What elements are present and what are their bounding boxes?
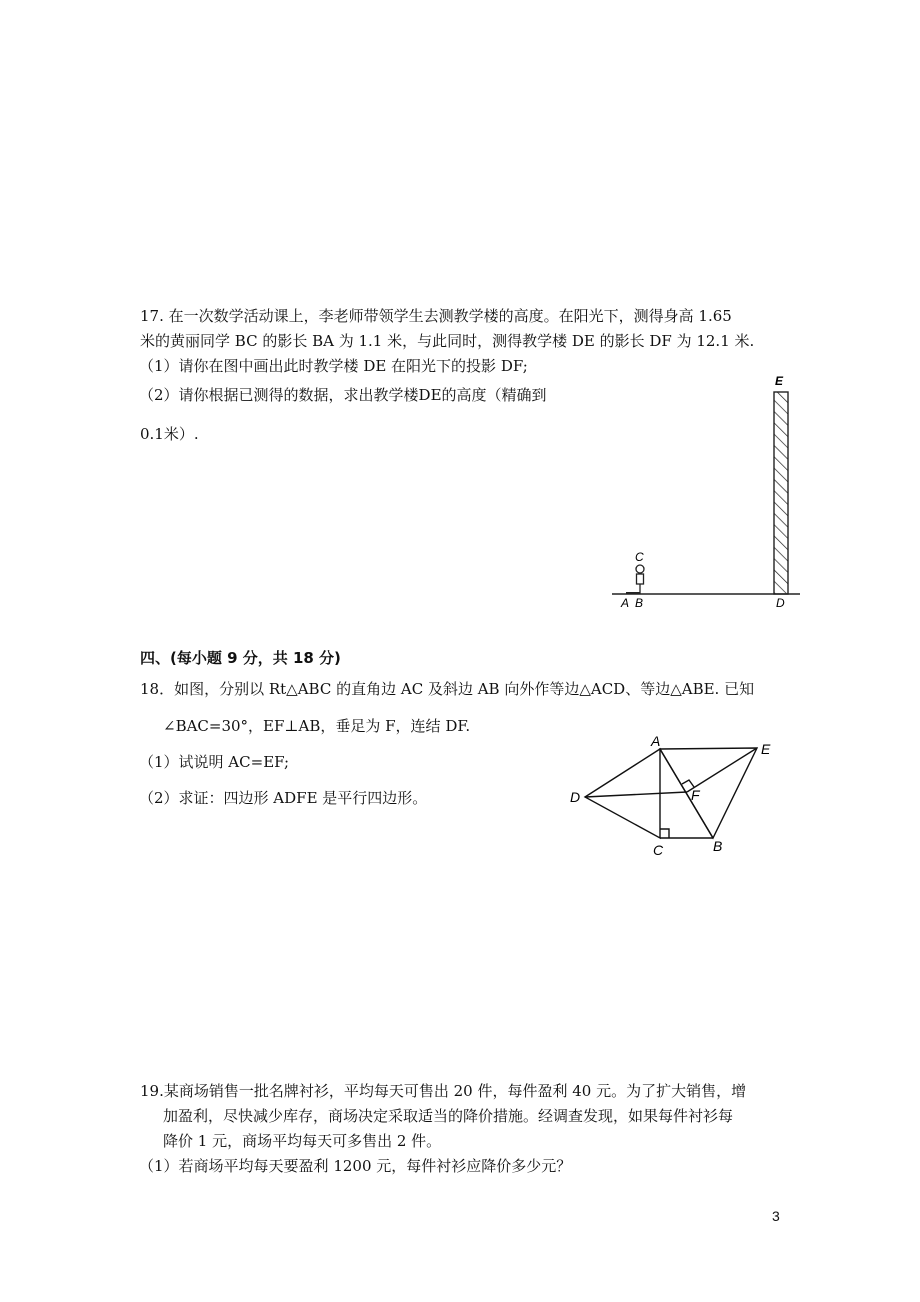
q17-part1: （1）请你在图中画出此时教学楼 DE 在阳光下的投影 DF; [139, 357, 528, 375]
page-number: 3 [772, 1208, 780, 1224]
q17-part2-cont: 0.1米）. [140, 425, 199, 443]
q18-label-c: C [653, 842, 664, 858]
q19-line3: 降价 1 元，商场平均每天可多售出 2 件。 [163, 1132, 442, 1150]
q19-line2: 加盈利，尽快减少库存，商场决定采取适当的降价措施。经调查发现，如果每件衬衫每 [163, 1107, 734, 1125]
q18-label-d: D [570, 789, 581, 805]
segment-df [585, 792, 687, 797]
q18-label-f: F [691, 787, 700, 803]
q17-line1: 17. 在一次数学活动课上，李老师带领学生去测教学楼的高度。在阳光下，测得身高 1.65 [140, 307, 732, 325]
q17-label-c: C [635, 550, 644, 564]
q18-label-e: E [761, 741, 771, 757]
q17-label-d: D [776, 596, 785, 610]
q18-part1: （1）试说明 AC=EF; [139, 753, 290, 771]
section4-heading: 四、(每小题 9 分，共 18 分) [140, 649, 341, 667]
q18-part2: （2）求证：四边形 ADFE 是平行四边形。 [139, 789, 428, 807]
q17-line2: 米的黄丽同学 BC 的影长 BA 为 1.1 米，与此同时，测得教学楼 DE 的影长 DF 为 12.1 米. [140, 332, 755, 350]
q19-part1: （1）若商场平均每天要盈利 1200 元，每件衬衫应降价多少元？ [139, 1157, 572, 1175]
q18-label-b: B [713, 838, 723, 854]
right-angle-c [660, 829, 669, 838]
q17-label-e: E [775, 374, 784, 388]
q18-line2: ∠BAC=30°，EF⊥AB，垂足为 F，连结 DF. [163, 717, 471, 735]
right-angle-f [682, 780, 694, 787]
q17-label-b: B [635, 596, 644, 610]
q17-part2: （2）请你根据已测得的数据，求出教学楼DE的高度（精确到 [139, 386, 547, 404]
q18-line1: 18．如图，分别以 Rt△ABC 的直角边 AC 及斜边 AB 向外作等边△ACD、等边△ABE. 已知 [140, 680, 755, 698]
q17-label-a: A [621, 596, 630, 610]
q19-line1: 19.某商场销售一批名牌衬衫，平均每天可售出 20 件，每件盈利 40 元。为了扩大销售，增 [140, 1082, 747, 1100]
q18-label-a: A [651, 733, 661, 749]
